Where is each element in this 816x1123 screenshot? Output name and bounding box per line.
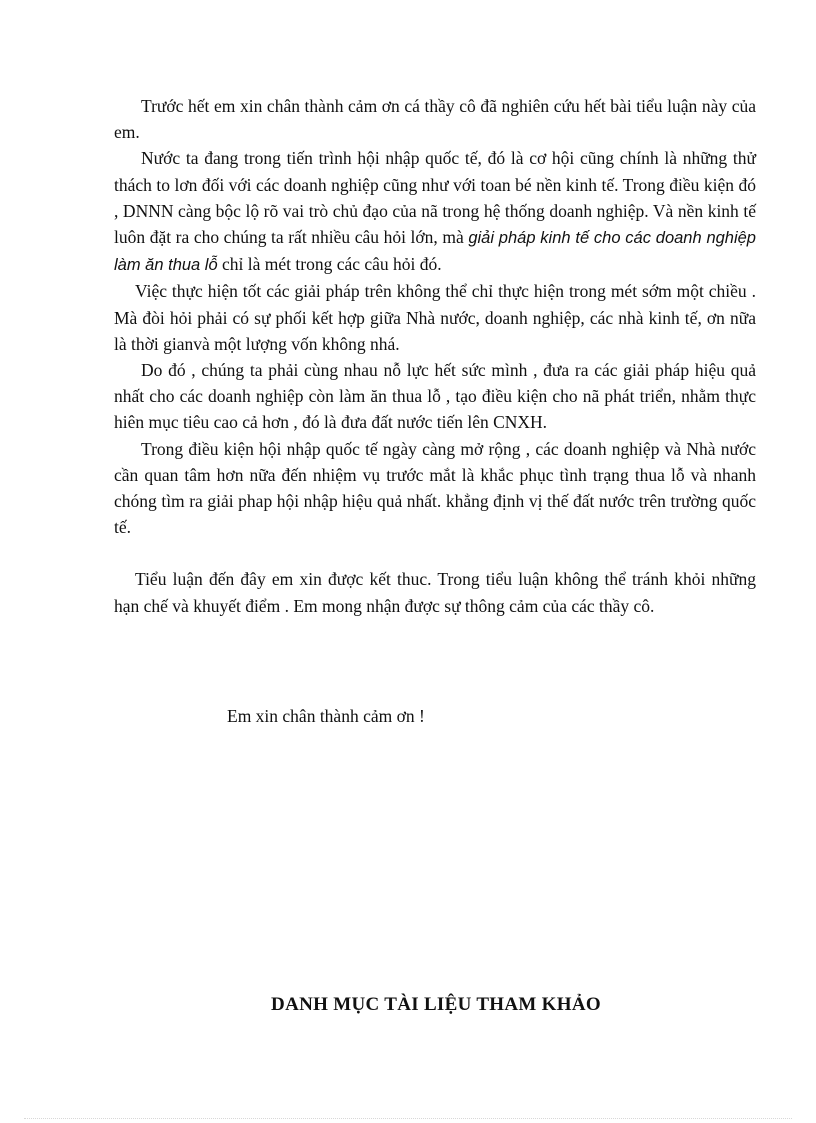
paragraph-spacer <box>114 540 756 566</box>
paragraph-implementation: Việc thực hiện tốt các giải pháp trên không thể chỉ thực hiện trong mét sớm một chiều . Mà đòi hỏi phải có sự phối kết hợp giữa Nhà nước, doanh nghiệp, các nhà kinh tế, ơn nữa là thời gianvà một lượng vốn không nhá. <box>114 281 756 354</box>
paragraph-thanks: Trước hết em xin chân thành cảm ơn cá thầy cô đã nghiên cứu hết bài tiểu luận này của em. <box>114 96 756 143</box>
paragraph-integration <box>114 145 756 278</box>
closing-thanks: Em xin chân thành cảm ơn ! <box>227 706 425 726</box>
italic-phrase: giải pháp kinh tế cho các doanh nghiệp làm ăn thua lỗ <box>114 229 756 275</box>
page-bottom-divider <box>24 1118 792 1119</box>
paragraph-conclusion: Tiểu luận đến đây em xin được kết thuc. Trong tiểu luận không thể tránh khỏi những hạn chế và khuyết điểm . Em mong nhận được sự thông cảm của các thầy cô. <box>114 569 756 616</box>
paragraph-conditions: Trong điều kiện hội nhập quốc tế ngày càng mở rộng , các doanh nghiệp và Nhà nước cần quan tâm hơn nữa đến nhiệm vụ trước mắt là khắc phục tình trạng thua lỗ và nhanh chóng tìm ra giải phap hội nhập hiệu quả nhất. khẳng định vị thế đất nước trên trường quốc tế. <box>114 438 756 538</box>
body-text <box>114 93 756 619</box>
paragraph-integration-text: Nước ta đang trong tiến trình hội nhập quốc tế, đó là cơ hội cũng chính là những thử thách to lơn đối với các doanh nghiệp cũng như với toan bé nền kinh tế. Trong điều kiện đó , DNNN càng bộc lộ rõ vai trò chủ đạo của nã trong hệ thống doanh nghiệp. Và nền kinh tế luôn đặt ra cho chúng ta rất nhiều câu hỏi lớn, mà <box>114 148 756 248</box>
references-heading: DANH MỤC TÀI LIỆU THAM KHẢO <box>271 994 601 1015</box>
paragraph-therefore: Do đó , chúng ta phải cùng nhau nỗ lực hết sức mình , đưa ra các giải pháp hiệu quả nhất cho các doanh nghiệp còn làm ăn thua lỗ , tạo điều kiện cho nã phát triển, nhằm thực hiên mục tiêu cao cả hơn , đó là đưa đất nước tiến lên CNXH. <box>114 360 756 433</box>
paragraph-integration-tail: chỉ là mét trong các câu hỏi đó. <box>217 254 442 275</box>
